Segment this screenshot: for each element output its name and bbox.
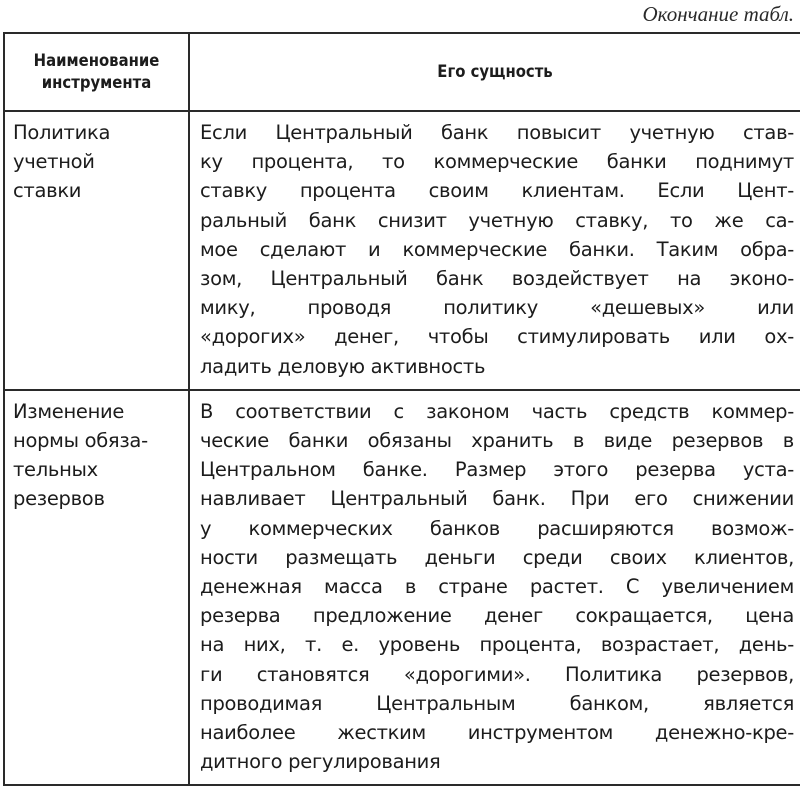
table-row bbox=[4, 111, 800, 390]
header-essence-text: Его сущность bbox=[437, 62, 553, 81]
description-line: ности размещать деньги среди своих клиентов, bbox=[200, 545, 794, 569]
description-line: Если Центральный банк повысит учетную став- bbox=[200, 121, 794, 144]
table-row bbox=[4, 390, 800, 786]
description-line: зом, Центральный банк воздействует на эконо- bbox=[200, 267, 794, 291]
description-line: ческие банки обязаны хранить в виде резервов в bbox=[200, 429, 794, 453]
instrument-name-cell bbox=[4, 390, 189, 786]
description-line: у коммерческих банков расширяются возмож- bbox=[200, 516, 794, 540]
description-line: ральный банк снизит учетную ставку, то же са- bbox=[200, 208, 794, 232]
table-header-row bbox=[4, 33, 800, 111]
description-line: ги становятся «дорогими». Политика резервов, bbox=[200, 662, 794, 686]
description-line: Центральном банке. Размер этого резерва уста- bbox=[200, 458, 794, 482]
header-instrument-name-line-1: Наименование bbox=[33, 51, 160, 70]
header-instrument-name-line-2: инструмента bbox=[41, 73, 152, 92]
instrument-name-line: учетной bbox=[13, 150, 95, 174]
instrument-name-line: тельных bbox=[13, 458, 98, 482]
description-line: ставку процента своим клиентам. Если Цент- bbox=[200, 179, 794, 203]
description-line: мику, проводя политику «дешевых» или bbox=[200, 296, 794, 320]
table-continuation-caption: Окончание табл. bbox=[642, 2, 794, 26]
description-line: проводимая Центральным банком, является bbox=[200, 691, 794, 715]
monetary-instruments-table bbox=[3, 32, 800, 786]
description-line: ладить деловую активность bbox=[200, 354, 486, 378]
description-line: ку процента, то коммерческие банки поднимут bbox=[200, 150, 794, 174]
instrument-name-line: Изменение bbox=[13, 399, 125, 423]
instrument-name-line: Политика bbox=[13, 121, 111, 144]
description-line: «дорогих» денег, чтобы стимулировать или ох- bbox=[200, 325, 794, 349]
instrument-description-cell bbox=[189, 111, 800, 390]
description-line: наиболее жестким инструментом денежно-кре- bbox=[200, 721, 794, 745]
description-line: дитного регулирования bbox=[200, 750, 441, 774]
description-line: навливает Центральный банк. При его снижении bbox=[200, 487, 794, 511]
description-line: денежная масса в стране растет. С увеличением bbox=[200, 575, 794, 599]
description-line: резерва предложение денег сокращается, цена bbox=[200, 604, 794, 628]
header-essence bbox=[189, 33, 800, 111]
instrument-name-line: резервов bbox=[13, 487, 105, 511]
description-line: В соответствии с законом часть средств коммер- bbox=[200, 399, 794, 423]
description-line: на них, т. е. уровень процента, возрастает, день- bbox=[200, 633, 794, 657]
description-line: мое сделают и коммерческие банки. Таким обра- bbox=[200, 237, 794, 261]
instrument-name-line: нормы обяза- bbox=[13, 429, 148, 453]
header-instrument-name bbox=[4, 33, 189, 111]
instrument-name-line: ставки bbox=[13, 179, 82, 203]
instrument-name-cell bbox=[4, 111, 189, 390]
instrument-description-cell bbox=[189, 390, 800, 786]
